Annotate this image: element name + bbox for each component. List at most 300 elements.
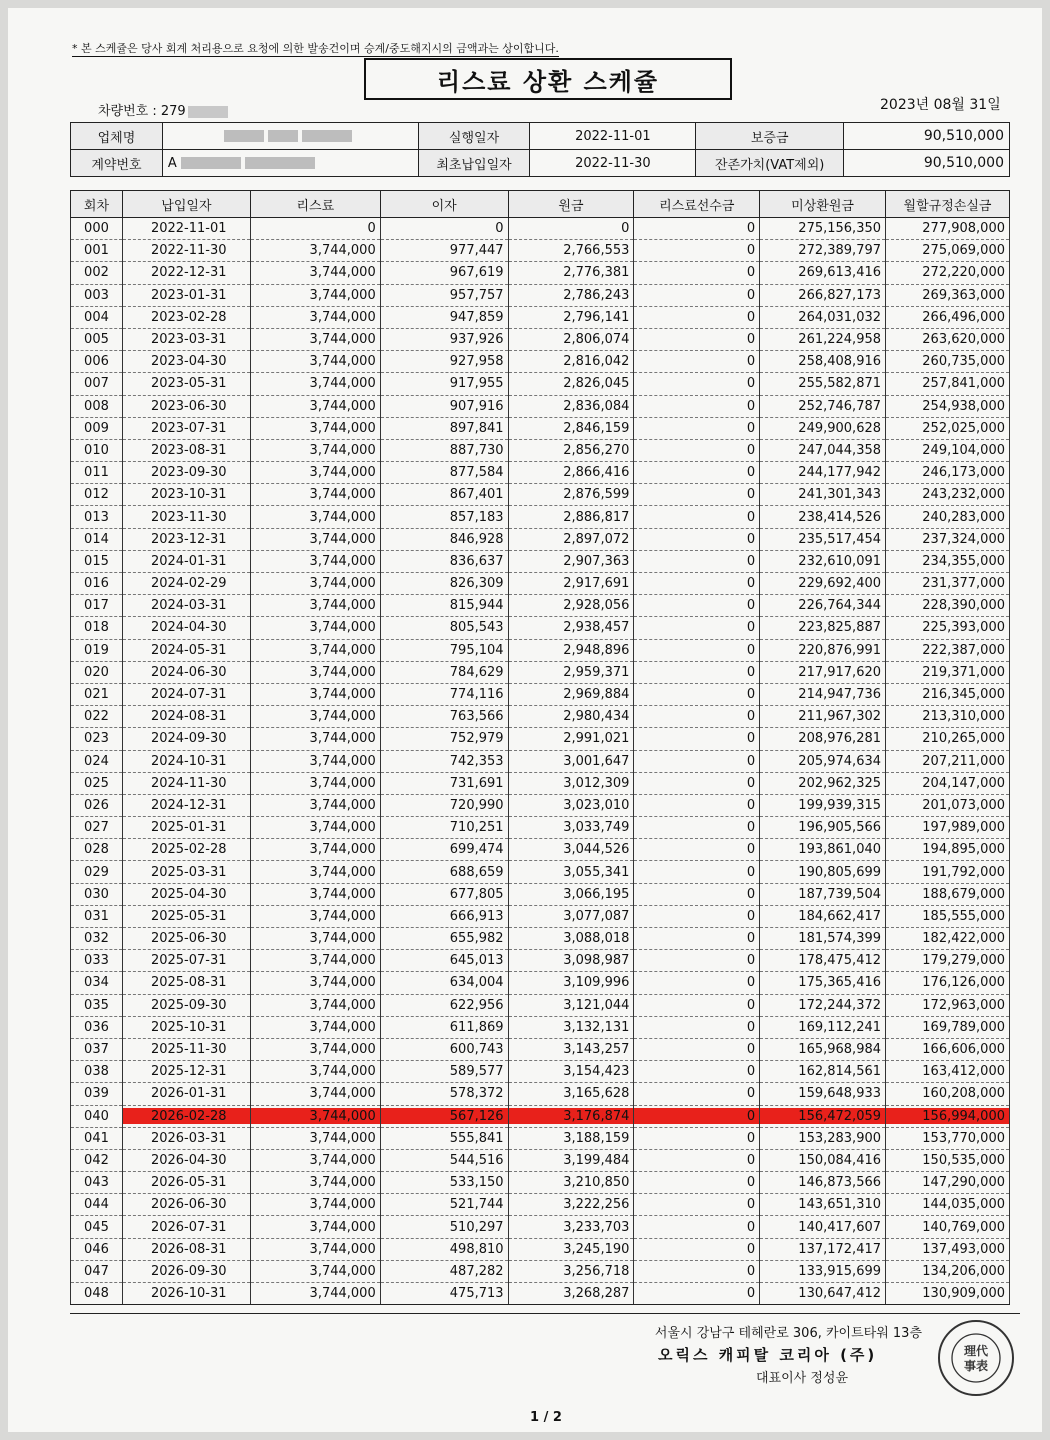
cell-col-outstanding: 165,968,984 bbox=[760, 1038, 886, 1060]
cell-col-round: 032 bbox=[71, 928, 123, 950]
cell-col-pay-date: 2025-03-31 bbox=[122, 861, 250, 883]
cell-col-loss: 246,173,000 bbox=[886, 462, 1010, 484]
cell-col-interest: 937,926 bbox=[380, 328, 508, 350]
table-row bbox=[71, 839, 1010, 861]
cell-col-lease-fee: 3,744,000 bbox=[250, 1238, 380, 1260]
cell-col-round: 033 bbox=[71, 950, 123, 972]
cell-col-pay-date: 2025-08-31 bbox=[122, 972, 250, 994]
table-row bbox=[71, 994, 1010, 1016]
cell-col-principal: 3,132,131 bbox=[508, 1016, 634, 1038]
schedule-table bbox=[70, 190, 1010, 1305]
cell-col-round: 005 bbox=[71, 328, 123, 350]
cell-col-loss: 176,126,000 bbox=[886, 972, 1010, 994]
cell-col-round: 031 bbox=[71, 905, 123, 927]
cell-col-prepaid: 0 bbox=[634, 706, 760, 728]
cell-col-prepaid: 0 bbox=[634, 728, 760, 750]
table-row bbox=[71, 1061, 1010, 1083]
cell-col-pay-date: 2024-02-29 bbox=[122, 573, 250, 595]
cell-col-principal: 3,268,287 bbox=[508, 1283, 634, 1305]
cell-col-lease-fee: 3,744,000 bbox=[250, 839, 380, 861]
cell-col-principal: 3,044,526 bbox=[508, 839, 634, 861]
cell-col-interest: 510,297 bbox=[380, 1216, 508, 1238]
cell-col-outstanding: 181,574,399 bbox=[760, 928, 886, 950]
cell-col-principal: 2,886,817 bbox=[508, 506, 634, 528]
cell-col-lease-fee: 3,744,000 bbox=[250, 439, 380, 461]
cell-col-pay-date: 2026-08-31 bbox=[122, 1238, 250, 1260]
cell-col-loss: 222,387,000 bbox=[886, 639, 1010, 661]
table-row bbox=[71, 683, 1010, 705]
cell-col-lease-fee: 3,744,000 bbox=[250, 817, 380, 839]
cell-col-pay-date: 2025-06-30 bbox=[122, 928, 250, 950]
cell-col-round: 021 bbox=[71, 683, 123, 705]
cell-col-lease-fee: 3,744,000 bbox=[250, 728, 380, 750]
cell-col-prepaid: 0 bbox=[634, 1216, 760, 1238]
cell-col-pay-date: 2025-12-31 bbox=[122, 1061, 250, 1083]
header-col-round: 회차 bbox=[71, 191, 123, 218]
cell-col-loss: 243,232,000 bbox=[886, 484, 1010, 506]
cell-col-outstanding: 184,662,417 bbox=[760, 905, 886, 927]
cell-col-pay-date: 2025-10-31 bbox=[122, 1016, 250, 1038]
cell-col-outstanding: 229,692,400 bbox=[760, 573, 886, 595]
cell-col-lease-fee: 3,744,000 bbox=[250, 972, 380, 994]
table-row bbox=[71, 484, 1010, 506]
cell-col-pay-date: 2024-01-31 bbox=[122, 550, 250, 572]
cell-col-round: 013 bbox=[71, 506, 123, 528]
cell-col-outstanding: 199,939,315 bbox=[760, 794, 886, 816]
redaction-blur bbox=[224, 130, 264, 142]
cell-col-round: 010 bbox=[71, 439, 123, 461]
cell-col-principal: 2,897,072 bbox=[508, 528, 634, 550]
cell-col-outstanding: 252,746,787 bbox=[760, 395, 886, 417]
cell-col-interest: 752,979 bbox=[380, 728, 508, 750]
cell-col-prepaid: 0 bbox=[634, 1149, 760, 1171]
header-col-principal: 원금 bbox=[508, 191, 634, 218]
cell-col-pay-date: 2023-10-31 bbox=[122, 484, 250, 506]
cell-col-pay-date: 2024-03-31 bbox=[122, 595, 250, 617]
cell-col-principal: 3,109,996 bbox=[508, 972, 634, 994]
cell-col-outstanding: 223,825,887 bbox=[760, 617, 886, 639]
cell-col-interest: 927,958 bbox=[380, 351, 508, 373]
table-row bbox=[71, 817, 1010, 839]
cell-col-loss: 252,025,000 bbox=[886, 417, 1010, 439]
cell-col-pay-date: 2023-12-31 bbox=[122, 528, 250, 550]
cell-col-pay-date: 2026-04-30 bbox=[122, 1149, 250, 1171]
cell-col-prepaid: 0 bbox=[634, 1194, 760, 1216]
cell-col-pay-date: 2025-07-31 bbox=[122, 950, 250, 972]
cell-col-interest: 521,744 bbox=[380, 1194, 508, 1216]
cell-col-interest: 475,713 bbox=[380, 1283, 508, 1305]
vehicle-number-label: 차량번호 : bbox=[98, 104, 157, 119]
contract-info-table bbox=[70, 122, 1010, 177]
cell-col-outstanding: 130,647,412 bbox=[760, 1283, 886, 1305]
cell-col-interest: 533,150 bbox=[380, 1172, 508, 1194]
table-row bbox=[71, 728, 1010, 750]
cell-col-interest: 907,916 bbox=[380, 395, 508, 417]
cell-col-principal: 2,846,159 bbox=[508, 417, 634, 439]
cell-col-loss: 160,208,000 bbox=[886, 1083, 1010, 1105]
cell-col-loss: 254,938,000 bbox=[886, 395, 1010, 417]
cell-col-loss: 185,555,000 bbox=[886, 905, 1010, 927]
cell-col-pay-date: 2024-09-30 bbox=[122, 728, 250, 750]
table-row bbox=[71, 595, 1010, 617]
table-row bbox=[71, 284, 1010, 306]
cell-col-outstanding: 275,156,350 bbox=[760, 218, 886, 240]
cell-col-round: 042 bbox=[71, 1149, 123, 1171]
cell-col-lease-fee: 3,744,000 bbox=[250, 595, 380, 617]
cell-col-interest: 611,869 bbox=[380, 1016, 508, 1038]
cell-col-prepaid: 0 bbox=[634, 1260, 760, 1282]
header-col-interest: 이자 bbox=[380, 191, 508, 218]
cell-col-pay-date: 2023-07-31 bbox=[122, 417, 250, 439]
cell-col-prepaid: 0 bbox=[634, 240, 760, 262]
cell-col-interest: 622,956 bbox=[380, 994, 508, 1016]
footer-divider bbox=[70, 1313, 1020, 1314]
cell-col-outstanding: 137,172,417 bbox=[760, 1238, 886, 1260]
cell-col-outstanding: 143,651,310 bbox=[760, 1194, 886, 1216]
deposit-value: 90,510,000 bbox=[844, 123, 1010, 150]
cell-col-loss: 156,994,000 bbox=[886, 1105, 1010, 1127]
cell-col-prepaid: 0 bbox=[634, 994, 760, 1016]
first-pay-label: 최초납입일자 bbox=[418, 150, 530, 177]
cell-col-interest: 634,004 bbox=[380, 972, 508, 994]
table-row bbox=[71, 1038, 1010, 1060]
cell-col-prepaid: 0 bbox=[634, 817, 760, 839]
cell-col-loss: 269,363,000 bbox=[886, 284, 1010, 306]
cell-col-interest: 877,584 bbox=[380, 462, 508, 484]
cell-col-outstanding: 162,814,561 bbox=[760, 1061, 886, 1083]
cell-col-principal: 3,033,749 bbox=[508, 817, 634, 839]
cell-col-prepaid: 0 bbox=[634, 595, 760, 617]
cell-col-principal: 3,165,628 bbox=[508, 1083, 634, 1105]
cell-col-loss: 197,989,000 bbox=[886, 817, 1010, 839]
cell-col-outstanding: 244,177,942 bbox=[760, 462, 886, 484]
cell-col-interest: 645,013 bbox=[380, 950, 508, 972]
table-row bbox=[71, 661, 1010, 683]
cell-col-pay-date: 2025-11-30 bbox=[122, 1038, 250, 1060]
table-row bbox=[71, 1105, 1010, 1127]
cell-col-outstanding: 211,967,302 bbox=[760, 706, 886, 728]
cell-col-pay-date: 2026-09-30 bbox=[122, 1260, 250, 1282]
cell-col-prepaid: 0 bbox=[634, 1016, 760, 1038]
cell-col-lease-fee: 3,744,000 bbox=[250, 861, 380, 883]
cell-col-pay-date: 2026-02-28 bbox=[122, 1105, 250, 1127]
cell-col-interest: 763,566 bbox=[380, 706, 508, 728]
cell-col-interest: 774,116 bbox=[380, 683, 508, 705]
cell-col-prepaid: 0 bbox=[634, 950, 760, 972]
cell-col-outstanding: 133,915,699 bbox=[760, 1260, 886, 1282]
cell-col-lease-fee: 3,744,000 bbox=[250, 506, 380, 528]
cell-col-lease-fee: 3,744,000 bbox=[250, 1216, 380, 1238]
cell-col-round: 039 bbox=[71, 1083, 123, 1105]
cell-col-round: 027 bbox=[71, 817, 123, 839]
header-col-loss: 월할규정손실금 bbox=[886, 191, 1010, 218]
cell-col-loss: 179,279,000 bbox=[886, 950, 1010, 972]
cell-col-loss: 166,606,000 bbox=[886, 1038, 1010, 1060]
cell-col-outstanding: 140,417,607 bbox=[760, 1216, 886, 1238]
cell-col-lease-fee: 3,744,000 bbox=[250, 328, 380, 350]
cell-col-outstanding: 247,044,358 bbox=[760, 439, 886, 461]
cell-col-prepaid: 0 bbox=[634, 351, 760, 373]
cell-col-outstanding: 255,582,871 bbox=[760, 373, 886, 395]
cell-col-prepaid: 0 bbox=[634, 772, 760, 794]
cell-col-prepaid: 0 bbox=[634, 661, 760, 683]
cell-col-lease-fee: 3,744,000 bbox=[250, 1260, 380, 1282]
svg-text:事表: 事表 bbox=[963, 1359, 989, 1373]
cell-col-interest: 666,913 bbox=[380, 905, 508, 927]
cell-col-lease-fee: 3,744,000 bbox=[250, 1016, 380, 1038]
cell-col-prepaid: 0 bbox=[634, 573, 760, 595]
cell-col-round: 018 bbox=[71, 617, 123, 639]
cell-col-round: 029 bbox=[71, 861, 123, 883]
header-col-pay-date: 납입일자 bbox=[122, 191, 250, 218]
cell-col-principal: 3,001,647 bbox=[508, 750, 634, 772]
cell-col-principal: 3,121,044 bbox=[508, 994, 634, 1016]
exec-date-value: 2022-11-01 bbox=[530, 123, 696, 150]
cell-col-principal: 2,766,553 bbox=[508, 240, 634, 262]
table-row bbox=[71, 328, 1010, 350]
table-row bbox=[71, 1283, 1010, 1305]
table-row bbox=[71, 395, 1010, 417]
cell-col-pay-date: 2025-04-30 bbox=[122, 883, 250, 905]
cell-col-outstanding: 178,475,412 bbox=[760, 950, 886, 972]
cell-col-loss: 216,345,000 bbox=[886, 683, 1010, 705]
cell-col-principal: 3,066,195 bbox=[508, 883, 634, 905]
table-row bbox=[71, 883, 1010, 905]
cell-col-loss: 257,841,000 bbox=[886, 373, 1010, 395]
cell-col-interest: 720,990 bbox=[380, 794, 508, 816]
cell-col-outstanding: 190,805,699 bbox=[760, 861, 886, 883]
company-label: 업체명 bbox=[71, 123, 163, 150]
cell-col-prepaid: 0 bbox=[634, 328, 760, 350]
cell-col-round: 023 bbox=[71, 728, 123, 750]
cell-col-outstanding: 175,365,416 bbox=[760, 972, 886, 994]
cell-col-round: 004 bbox=[71, 306, 123, 328]
cell-col-pay-date: 2025-01-31 bbox=[122, 817, 250, 839]
cell-col-interest: 967,619 bbox=[380, 262, 508, 284]
cell-col-round: 001 bbox=[71, 240, 123, 262]
vehicle-number bbox=[98, 100, 228, 119]
cell-col-interest: 487,282 bbox=[380, 1260, 508, 1282]
cell-col-prepaid: 0 bbox=[634, 550, 760, 572]
cell-col-interest: 699,474 bbox=[380, 839, 508, 861]
cell-col-loss: 194,895,000 bbox=[886, 839, 1010, 861]
cell-col-outstanding: 241,301,343 bbox=[760, 484, 886, 506]
cell-col-interest: 887,730 bbox=[380, 439, 508, 461]
cell-col-outstanding: 272,389,797 bbox=[760, 240, 886, 262]
cell-col-round: 008 bbox=[71, 395, 123, 417]
cell-col-lease-fee: 3,744,000 bbox=[250, 262, 380, 284]
cell-col-principal: 2,796,141 bbox=[508, 306, 634, 328]
cell-col-pay-date: 2025-02-28 bbox=[122, 839, 250, 861]
cell-col-pay-date: 2024-12-31 bbox=[122, 794, 250, 816]
cell-col-lease-fee: 3,744,000 bbox=[250, 395, 380, 417]
cell-col-principal: 3,256,718 bbox=[508, 1260, 634, 1282]
cell-col-round: 028 bbox=[71, 839, 123, 861]
cell-col-outstanding: 208,976,281 bbox=[760, 728, 886, 750]
cell-col-principal: 2,969,884 bbox=[508, 683, 634, 705]
cell-col-outstanding: 249,900,628 bbox=[760, 417, 886, 439]
cell-col-principal: 3,210,850 bbox=[508, 1172, 634, 1194]
cell-col-principal: 3,088,018 bbox=[508, 928, 634, 950]
cell-col-principal: 2,776,381 bbox=[508, 262, 634, 284]
table-row bbox=[71, 550, 1010, 572]
cell-col-interest: 677,805 bbox=[380, 883, 508, 905]
cell-col-loss: 249,104,000 bbox=[886, 439, 1010, 461]
table-row bbox=[71, 218, 1010, 240]
cell-col-lease-fee: 3,744,000 bbox=[250, 794, 380, 816]
cell-col-round: 022 bbox=[71, 706, 123, 728]
cell-col-loss: 277,908,000 bbox=[886, 218, 1010, 240]
cell-col-lease-fee: 3,744,000 bbox=[250, 683, 380, 705]
table-row bbox=[71, 861, 1010, 883]
document-date: 2023년 08월 31일 bbox=[880, 97, 1001, 113]
cell-col-lease-fee: 3,744,000 bbox=[250, 351, 380, 373]
table-row bbox=[71, 928, 1010, 950]
table-row bbox=[71, 1238, 1010, 1260]
cell-col-interest: 857,183 bbox=[380, 506, 508, 528]
cell-col-principal: 3,245,190 bbox=[508, 1238, 634, 1260]
cell-col-round: 030 bbox=[71, 883, 123, 905]
page-number: 1 / 2 bbox=[530, 1410, 562, 1425]
cell-col-round: 006 bbox=[71, 351, 123, 373]
company-seal-stamp bbox=[936, 1318, 1016, 1398]
cell-col-prepaid: 0 bbox=[634, 373, 760, 395]
notice-text: * 본 스케쥴은 당사 회계 처리용으로 요청에 의한 발송건이며 승계/중도해지시의 금액과는 상이합니다. bbox=[72, 42, 559, 55]
table-row bbox=[71, 439, 1010, 461]
cell-col-lease-fee: 3,744,000 bbox=[250, 883, 380, 905]
cell-col-outstanding: 169,112,241 bbox=[760, 1016, 886, 1038]
cell-col-interest: 826,309 bbox=[380, 573, 508, 595]
table-row bbox=[71, 794, 1010, 816]
cell-col-loss: 169,789,000 bbox=[886, 1016, 1010, 1038]
cell-col-interest: 805,543 bbox=[380, 617, 508, 639]
cell-col-loss: 172,963,000 bbox=[886, 994, 1010, 1016]
company-address: 서울시 강남구 테헤란로 306, 카이트타워 13층 bbox=[654, 1326, 922, 1341]
cell-col-prepaid: 0 bbox=[634, 417, 760, 439]
cell-col-outstanding: 156,472,059 bbox=[760, 1105, 886, 1127]
cell-col-round: 048 bbox=[71, 1283, 123, 1305]
table-row bbox=[71, 240, 1010, 262]
cell-col-pay-date: 2023-06-30 bbox=[122, 395, 250, 417]
cell-col-principal: 2,806,074 bbox=[508, 328, 634, 350]
cell-col-prepaid: 0 bbox=[634, 905, 760, 927]
cell-col-prepaid: 0 bbox=[634, 1061, 760, 1083]
cell-col-round: 014 bbox=[71, 528, 123, 550]
cell-col-loss: 130,909,000 bbox=[886, 1283, 1010, 1305]
cell-col-interest: 897,841 bbox=[380, 417, 508, 439]
table-row bbox=[71, 262, 1010, 284]
cell-col-principal: 2,991,021 bbox=[508, 728, 634, 750]
cell-col-outstanding: 196,905,566 bbox=[760, 817, 886, 839]
cell-col-round: 025 bbox=[71, 772, 123, 794]
cell-col-prepaid: 0 bbox=[634, 395, 760, 417]
cell-col-round: 019 bbox=[71, 639, 123, 661]
cell-col-prepaid: 0 bbox=[634, 928, 760, 950]
cell-col-outstanding: 187,739,504 bbox=[760, 883, 886, 905]
cell-col-pay-date: 2026-01-31 bbox=[122, 1083, 250, 1105]
cell-col-interest: 846,928 bbox=[380, 528, 508, 550]
cell-col-round: 036 bbox=[71, 1016, 123, 1038]
table-row bbox=[71, 351, 1010, 373]
first-pay-value: 2022-11-30 bbox=[530, 150, 696, 177]
cell-col-principal: 3,055,341 bbox=[508, 861, 634, 883]
cell-col-principal: 3,233,703 bbox=[508, 1216, 634, 1238]
cell-col-round: 043 bbox=[71, 1172, 123, 1194]
cell-col-loss: 140,769,000 bbox=[886, 1216, 1010, 1238]
cell-col-pay-date: 2025-05-31 bbox=[122, 905, 250, 927]
cell-col-lease-fee: 3,744,000 bbox=[250, 905, 380, 927]
cell-col-pay-date: 2023-08-31 bbox=[122, 439, 250, 461]
cell-col-outstanding: 235,517,454 bbox=[760, 528, 886, 550]
cell-col-principal: 2,866,416 bbox=[508, 462, 634, 484]
residual-value: 90,510,000 bbox=[844, 150, 1010, 177]
cell-col-principal: 3,222,256 bbox=[508, 1194, 634, 1216]
cell-col-principal: 3,143,257 bbox=[508, 1038, 634, 1060]
cell-col-prepaid: 0 bbox=[634, 1105, 760, 1127]
cell-col-pay-date: 2023-09-30 bbox=[122, 462, 250, 484]
cell-col-loss: 219,371,000 bbox=[886, 661, 1010, 683]
cell-col-outstanding: 146,873,566 bbox=[760, 1172, 886, 1194]
cell-col-prepaid: 0 bbox=[634, 1238, 760, 1260]
cell-col-outstanding: 220,876,991 bbox=[760, 639, 886, 661]
cell-col-principal: 2,917,691 bbox=[508, 573, 634, 595]
redaction-blur bbox=[245, 157, 315, 169]
cell-col-loss: 182,422,000 bbox=[886, 928, 1010, 950]
cell-col-loss: 266,496,000 bbox=[886, 306, 1010, 328]
cell-col-round: 037 bbox=[71, 1038, 123, 1060]
svg-text:理代: 理代 bbox=[963, 1344, 989, 1358]
cell-col-prepaid: 0 bbox=[634, 972, 760, 994]
table-row bbox=[71, 573, 1010, 595]
cell-col-principal: 3,199,484 bbox=[508, 1149, 634, 1171]
cell-col-lease-fee: 3,744,000 bbox=[250, 462, 380, 484]
cell-col-round: 009 bbox=[71, 417, 123, 439]
cell-col-pay-date: 2022-12-31 bbox=[122, 262, 250, 284]
cell-col-principal: 2,836,084 bbox=[508, 395, 634, 417]
cell-col-round: 003 bbox=[71, 284, 123, 306]
cell-col-outstanding: 232,610,091 bbox=[760, 550, 886, 572]
cell-col-round: 035 bbox=[71, 994, 123, 1016]
cell-col-lease-fee: 3,744,000 bbox=[250, 306, 380, 328]
table-row bbox=[71, 772, 1010, 794]
cell-col-prepaid: 0 bbox=[634, 506, 760, 528]
table-row bbox=[71, 1172, 1010, 1194]
table-row bbox=[71, 306, 1010, 328]
table-row bbox=[71, 950, 1010, 972]
cell-col-prepaid: 0 bbox=[634, 484, 760, 506]
cell-col-loss: 207,211,000 bbox=[886, 750, 1010, 772]
cell-col-lease-fee: 3,744,000 bbox=[250, 484, 380, 506]
cell-col-interest: 742,353 bbox=[380, 750, 508, 772]
cell-col-round: 002 bbox=[71, 262, 123, 284]
cell-col-pay-date: 2024-06-30 bbox=[122, 661, 250, 683]
cell-col-interest: 977,447 bbox=[380, 240, 508, 262]
cell-col-prepaid: 0 bbox=[634, 1127, 760, 1149]
cell-col-lease-fee: 3,744,000 bbox=[250, 928, 380, 950]
cell-col-pay-date: 2024-10-31 bbox=[122, 750, 250, 772]
cell-col-lease-fee: 3,744,000 bbox=[250, 284, 380, 306]
table-row bbox=[71, 1149, 1010, 1171]
cell-col-pay-date: 2022-11-01 bbox=[122, 218, 250, 240]
cell-col-pay-date: 2026-05-31 bbox=[122, 1172, 250, 1194]
cell-col-outstanding: 264,031,032 bbox=[760, 306, 886, 328]
cell-col-loss: 163,412,000 bbox=[886, 1061, 1010, 1083]
cell-col-round: 012 bbox=[71, 484, 123, 506]
cell-col-lease-fee: 3,744,000 bbox=[250, 1038, 380, 1060]
cell-col-prepaid: 0 bbox=[634, 1083, 760, 1105]
cell-col-outstanding: 269,613,416 bbox=[760, 262, 886, 284]
cell-col-outstanding: 226,764,344 bbox=[760, 595, 886, 617]
